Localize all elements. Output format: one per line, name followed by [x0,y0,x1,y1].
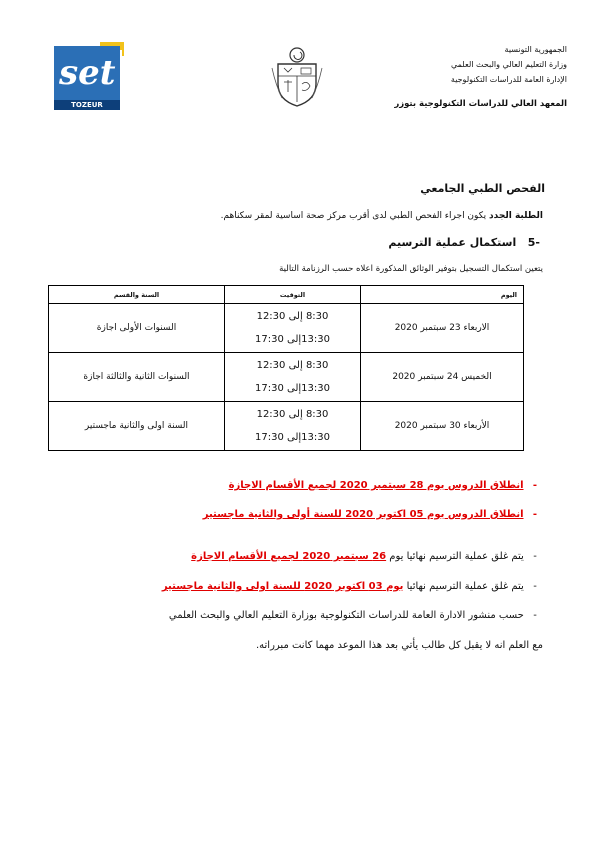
time-morning: 8:30 إلى 12:30 [256,360,329,371]
svg-text:set: set [59,53,116,93]
table-row [49,304,524,353]
section-number: -5 [527,236,540,249]
row-time [225,402,361,451]
note-text: انطلاق الدروس يوم 28 سبتمبر 2020 لجميع الأقسام الاجازة [228,480,524,491]
classes-start-master-note [203,509,543,520]
circular-note [169,610,543,621]
new-students-label: الطلبة الجدد [489,211,543,221]
table-header-row [49,286,524,304]
header-line-republic: الجمهورية التونسية [504,45,567,54]
medical-exam-text [221,211,543,221]
row-day: الاربعاء 23 سبتمبر 2020 [361,304,524,353]
header-time: التوقيت [225,286,361,304]
table-row [49,353,524,402]
closing-text: يتم غلق عملية الترسيم نهائيا يوم [389,551,524,562]
table-row [49,402,524,451]
row-level: السنوات الأولى اجازة [49,304,225,353]
closing-deadline: يوم 03 اكتوبر 2020 للسنة اولى والثانية ماجستير [161,581,404,592]
header-day: اليوم [361,286,524,304]
circular-text: حسب منشور الادارة العامة للدراسات التكنولوجية بوزارة التعليم العالي والبحث العلمي [168,610,524,621]
section-title: استكمال عملية الترسيم [388,236,517,249]
time-morning: 8:30 إلى 12:30 [256,409,329,420]
header-level: السنة والقسم [49,286,225,304]
bullet-dash: - [532,509,538,520]
schedule-intro: يتعين استكمال التسجيل بتوفير الوثائق المذكورة اعلاه حسب الرزنامة التالية [279,264,543,274]
header-line-institute: المعهد العالي للدراسات التكنولوجية بتوزر [394,99,567,109]
logo-caption: TOZEUR [71,101,103,109]
header-line-ministry: وزارة التعليم العالي والبحث العلمي [451,60,567,69]
row-day: الخميس 24 سبتمبر 2020 [361,353,524,402]
row-day: الأربعاء 30 سبتمبر 2020 [361,402,524,451]
bullet-dash: - [533,610,537,621]
time-afternoon: 13:30إلى 17:30 [255,383,330,394]
bullet-dash: - [533,551,537,562]
row-level: السنة اولى والثانية ماجستير [49,402,225,451]
bullet-dash: - [533,581,537,592]
institute-logo [50,40,128,112]
row-time [225,353,361,402]
closing-master-note [162,581,543,592]
closing-text: يتم غلق عملية الترسيم نهائيا [406,581,524,592]
row-time [225,304,361,353]
closing-license-note [191,551,543,562]
time-morning: 8:30 إلى 12:30 [256,311,329,322]
section-heading [388,236,540,249]
medical-exam-detail: يكون اجراء الفحص الطبي لدى أقرب مركز صحة اساسية لمقر سكناهم. [220,211,487,221]
late-arrival-text: مع العلم انه لا يقبل كل طالب يأتي بعد هذا الموعد مهما كانت مبرراته. [255,640,543,651]
registration-schedule-table [48,285,524,451]
late-arrival-note [256,640,543,651]
closing-deadline: 26 سبتمبر 2020 لجميع الأقسام الاجازة [191,551,387,562]
tunisia-coat-of-arms [270,46,324,108]
medical-exam-title: الفحص الطبي الجامعي [420,182,545,195]
header-line-directorate: الإدارة العامة للدراسات التكنولوجية [450,75,567,84]
bullet-dash: - [532,480,538,491]
time-afternoon: 13:30إلى 17:30 [255,432,330,443]
row-level: السنوات الثانية والثالثة اجازة [49,353,225,402]
time-afternoon: 13:30إلى 17:30 [255,334,330,345]
note-text: انطلاق الدروس يوم 05 اكتوبر 2020 للسنة أولى والثانية ماجستير [202,509,524,520]
classes-start-license-note [229,480,543,491]
